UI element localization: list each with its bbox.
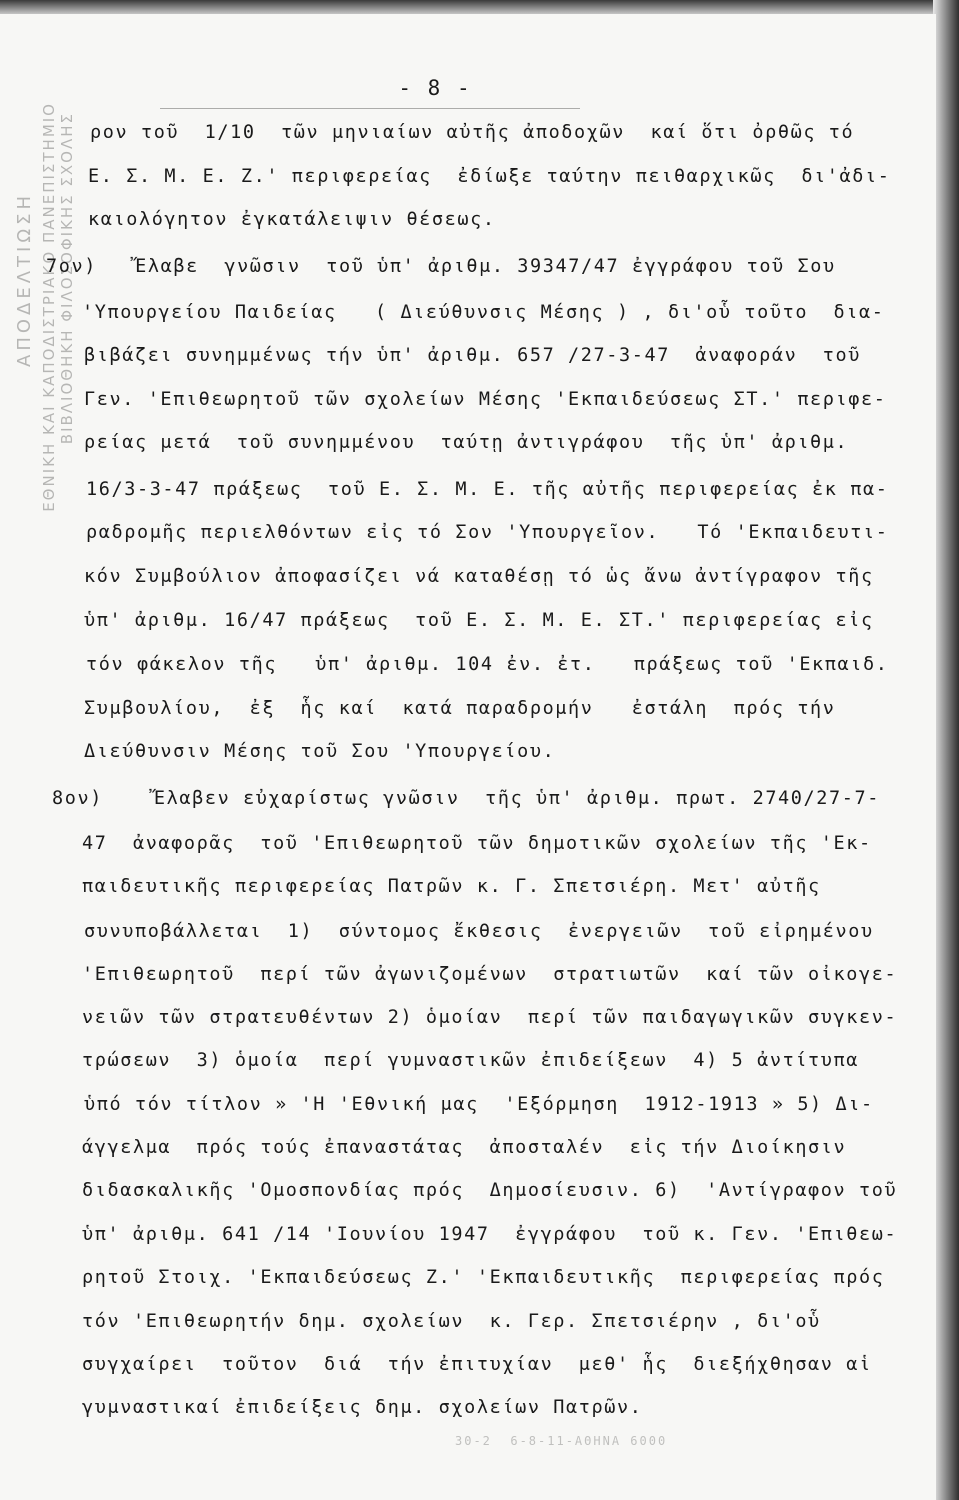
text-line: 47 ἀναφορᾶς τοῦ 'Επιθεωρητοῦ τῶν δημοτικῶν σχολείων τῆς 'Εκ- <box>82 833 872 854</box>
text-line: ραδρομῆς περιελθόντων εἰς τό Σον 'Υπουργεῖον. Τό 'Εκπαιδευτι- <box>86 522 889 543</box>
text-line: τόν 'Επιθεωρητήν δημ. σχολείων κ. Γερ. Σπετσιέρην , δι'οὗ <box>82 1311 821 1332</box>
text-line: Γεν. 'Επιθεωρητοῦ τῶν σχολείων Μέσης 'Εκπαιδεύσεως ΣΤ.' περιφε- <box>84 389 887 410</box>
text-line: ρητοῦ Στοιχ. 'Εκπαιδεύσεως Ζ.' 'Εκπαιδευτικῆς περιφερείας πρός <box>82 1267 885 1288</box>
text-line: Διεύθυνσιν Μέσης τοῦ Σου 'Υπουργείου. <box>84 741 556 762</box>
stamp-line-3: ΒΙΒΛΙΟΘΗΚΗ ΦΙΛΟΣΟΦΙΚΗΣ ΣΧΟΛΗΣ <box>58 112 76 445</box>
text-line: Ε. Σ. Μ. Ε. Ζ.' περιφερείας ἐδίωξε ταύτην πειθαρχικῶς δι'ἀδι- <box>88 166 891 187</box>
text-line: κόν Συμβούλιον ἀποφασίζει νά καταθέσῃ τό ὡς ἄνω ἀντίγραφον τῆς <box>84 566 874 587</box>
text-line: διδασκαλικῆς 'Ομοσπονδίας πρός Δημοσίευσιν. 6) 'Αντίγραφον τοῦ <box>82 1180 898 1201</box>
text-line: 8ον) Ἔλαβεν εὐχαρίστως γνῶσιν τῆς ὑπ' ἀριθμ. πρωτ. 2740/27-7- <box>52 788 880 809</box>
stamp-line-2: ΕΘΝΙΚΗ ΚΑΙ ΚΑΠΟΔΙΣΤΡΙΑΚΟ ΠΑΝΕΠΙΣΤΗΜΙΟ <box>40 102 58 512</box>
text-line: 'Επιθεωρητοῦ περί τῶν ἀγωνιζομένων στρατιωτῶν καί τῶν οἰκογε- <box>82 964 898 985</box>
text-line: παιδευτικῆς περιφερείας Πατρῶν κ. Γ. Σπετσιέρη. Μετ' αὐτῆς <box>82 876 821 897</box>
stamp-line-1: ΑΠΟΔΕΛΤΙΩΣΗ <box>14 192 35 367</box>
header-rule <box>160 108 580 109</box>
page-number: - 8 - <box>398 76 472 100</box>
text-line: ρον τοῦ 1/10 τῶν μηνιαίων αὐτῆς ἀποδοχῶν καί ὅτι ὀρθῶς τό <box>90 122 855 143</box>
text-line: βιβάζει συνημμένως τήν ὑπ' ἀριθμ. 657 /27-3-47 ἀναφοράν τοῦ <box>84 345 862 366</box>
text-line: ὑπ' ἀριθμ. 641 /14 'Ιουνίου 1947 ἐγγράφου τοῦ κ. Γεν. 'Επιθεω- <box>82 1224 898 1245</box>
text-line: Συμβουλίου, ἐξ ἧς καί κατά παραδρομήν ἐστάλη πρός τήν <box>84 698 836 719</box>
text-line: τόν φάκελον τῆς ὑπ' ἀριθμ. 104 ἐν. ἐτ. πράξεως τοῦ 'Εκπαιδ. <box>86 654 889 675</box>
text-line: συνυποβάλλεται 1) σύντομος ἔκθεσις ἐνεργειῶν τοῦ εἰρημένου <box>84 921 874 942</box>
text-line: ρείας μετά τοῦ συνημμένου ταύτῃ ἀντιγράφου τῆς ὑπ' ἀριθμ. <box>84 432 849 453</box>
text-line: ὑπό τόν τίτλον » 'Η 'Εθνική μας 'Εξόρμηση 1912-1913 » 5) Δι- <box>84 1094 874 1115</box>
text-line: νειῶν τῶν στρατευθέντων 2) ὁμοίαν περί τῶν παιδαγωγικῶν συγκεν- <box>82 1007 898 1028</box>
text-line: 7ον) Ἔλαβε γνῶσιν τοῦ ὑπ' ἀριθμ. 39347/47 ἐγγράφου τοῦ Σου <box>46 256 836 277</box>
scan-right-shadow <box>933 0 959 1500</box>
text-line: άγγελμα πρός τούς ἐπαναστάτας ἀποσταλέν εἰς τήν Διοίκησιν <box>82 1137 847 1158</box>
text-line: 'Υπουργείου Παιδείας ( Διεύθυνσις Μέσης ) , δι'οὗ τοῦτο δια- <box>82 302 885 323</box>
text-line: τρώσεων 3) ὁμοία περί γυμναστικῶν ἐπιδείξεων 4) 5 ἀντίτυπα <box>82 1050 860 1071</box>
faint-bleedthrough-text: 30-2 6-8-11-ΑΘΗΝΑ 6000 <box>455 1434 668 1448</box>
text-line: 16/3-3-47 πράξεως τοῦ Ε. Σ. Μ. Ε. τῆς αὐτῆς περιφερείας ἐκ πα- <box>86 479 889 500</box>
text-line: γυμναστικαί ἐπιδείξεις δημ. σχολείων Πατρῶν. <box>82 1397 643 1418</box>
text-line: συγχαίρει τοῦτον διά τήν ἐπιτυχίαν μεθ' ἧς διεξήχθησαν αἱ <box>82 1354 872 1375</box>
text-line: ὑπ' ἀριθμ. 16/47 πράξεως τοῦ Ε. Σ. Μ. Ε. ΣΤ.' περιφερείας εἰς <box>84 610 874 631</box>
text-line: καιολόγητον ἐγκατάλειψιν θέσεως. <box>88 209 496 230</box>
